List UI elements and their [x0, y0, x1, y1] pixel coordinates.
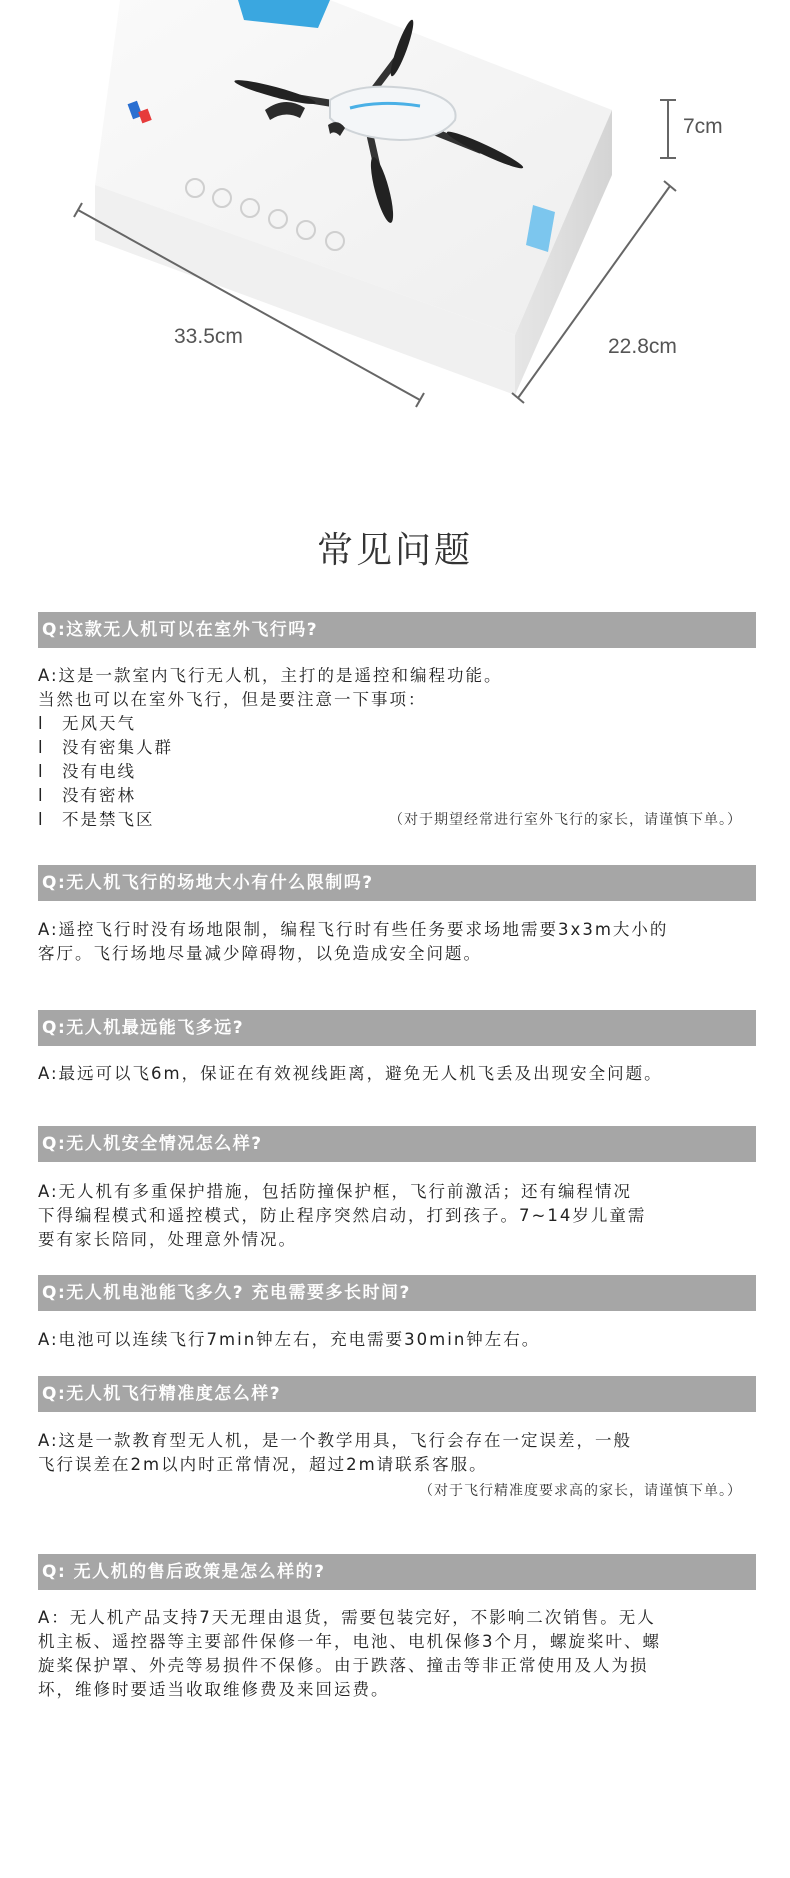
dimension-height-label: 7cm	[683, 115, 723, 138]
faq-answer-3	[38, 1062, 756, 1086]
faq-question-4: Q:无人机安全情况怎么样?	[38, 1126, 756, 1162]
faq-question-6: Q:无人机飞行精准度怎么样?	[38, 1376, 756, 1412]
answer-line: A:遥控飞行时没有场地限制，编程飞行时有些任务要求场地需要3x3m大小的	[38, 920, 669, 939]
answer-line: A:电池可以连续飞行7min钟左右，充电需要30min钟左右。	[38, 1330, 541, 1349]
answer-line: 机主板、遥控器等主要部件保修一年，电池、电机保修3个月，螺旋桨叶、螺	[38, 1632, 661, 1651]
faq-note-1: （对于期望经常进行室外飞行的家长，请谨慎下单。）	[389, 812, 742, 828]
answer-line: 客厅。飞行场地尽量减少障碍物，以免造成安全问题。	[38, 944, 482, 963]
faq-question-1: Q:这款无人机可以在室外飞行吗?	[38, 612, 756, 648]
drone-box-image	[0, 0, 790, 470]
list-item: l 无风天气	[38, 714, 136, 733]
faq-answer-1	[38, 664, 756, 836]
answer-line: 旋桨保护罩、外壳等易损件不保修。由于跌落、撞击等非正常使用及人为损	[38, 1656, 649, 1675]
faq-note-6: （对于飞行精准度要求高的家长，请谨慎下单。）	[419, 1483, 742, 1499]
answer-line: 下得编程模式和遥控模式，防止程序突然启动，打到孩子。7~14岁儿童需	[38, 1206, 647, 1225]
faq-answer-7	[38, 1606, 756, 1702]
list-item: l 没有电线	[38, 762, 136, 781]
faq-question-2: Q:无人机飞行的场地大小有什么限制吗?	[38, 865, 756, 901]
answer-line: 飞行误差在2m以内时正常情况，超过2m请联系客服。	[38, 1455, 488, 1474]
list-item: l 没有密集人群	[38, 738, 173, 757]
answer-line: A：无人机产品支持7天无理由退货，需要包装完好，不影响二次销售。无人	[38, 1608, 656, 1627]
answer-line: 当然也可以在室外飞行，但是要注意一下事项：	[38, 690, 427, 709]
faq-answer-2	[38, 918, 756, 966]
list-item: l 不是禁飞区	[38, 810, 155, 829]
answer-line: A:这是一款室内飞行无人机，主打的是遥控和编程功能。	[38, 666, 503, 685]
product-box-illustration	[0, 0, 790, 470]
dimension-length-label: 33.5cm	[174, 325, 243, 348]
faq-question-5: Q:无人机电池能飞多久? 充电需要多长时间?	[38, 1275, 756, 1311]
faq-answer-4	[38, 1180, 756, 1252]
faq-question-7: Q: 无人机的售后政策是怎么样的?	[38, 1554, 756, 1590]
answer-line: A:这是一款教育型无人机，是一个教学用具，飞行会存在一定误差，一般	[38, 1431, 633, 1450]
answer-line: A:最远可以飞6m，保证在有效视线距离，避免无人机飞丢及出现安全问题。	[38, 1064, 663, 1083]
answer-line: 坏，维修时要适当收取维修费及来回运费。	[38, 1680, 390, 1699]
faq-answer-6	[38, 1429, 756, 1501]
dimension-width-label: 22.8cm	[608, 335, 677, 358]
list-item: l 没有密林	[38, 786, 136, 805]
faq-title: 常见问题	[316, 530, 473, 571]
faq-question-3: Q:无人机最远能飞多远?	[38, 1010, 756, 1046]
answer-line: A:无人机有多重保护措施，包括防撞保护框，飞行前激活；还有编程情况	[38, 1182, 633, 1201]
faq-answer-5	[38, 1328, 756, 1352]
answer-line: 要有家长陪同，处理意外情况。	[38, 1230, 297, 1249]
